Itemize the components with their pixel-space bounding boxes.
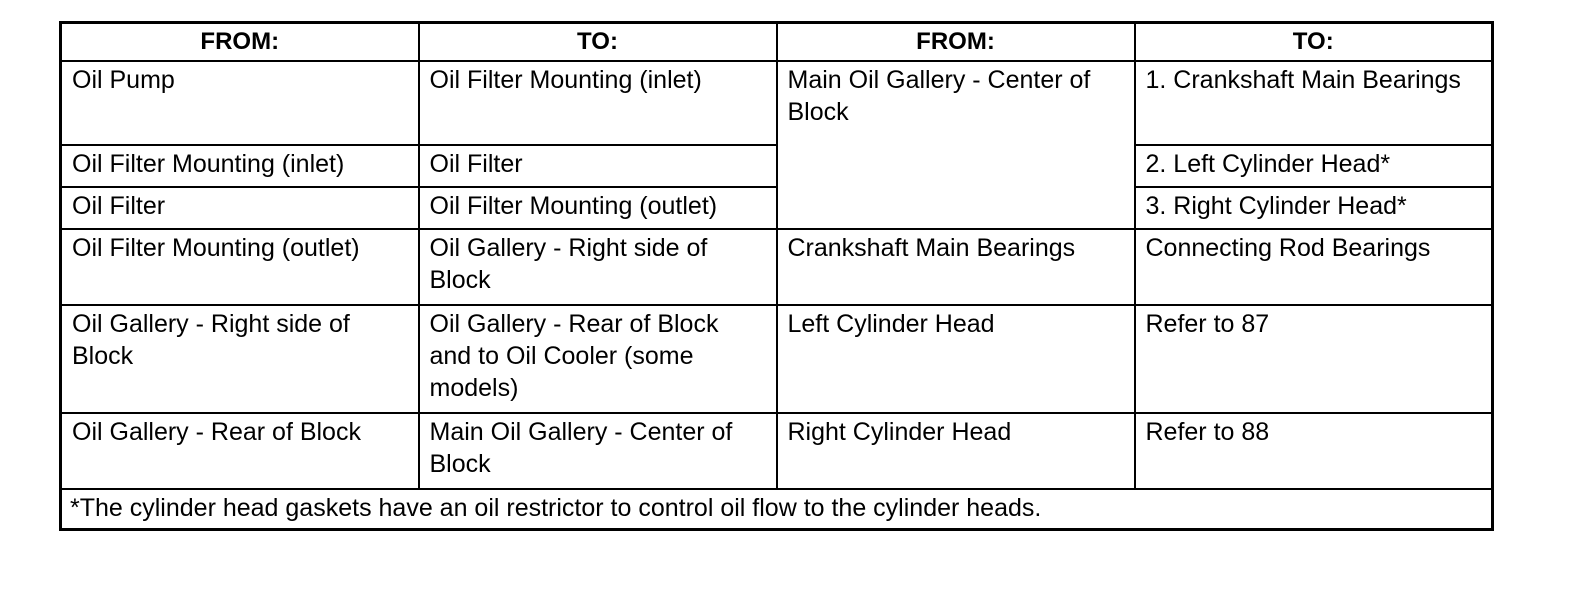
footnote-text: *The cylinder head gaskets have an oil restrictor to control oil flow to the cylinder heads. [61, 489, 1493, 530]
header-from-2: FROM: [777, 23, 1135, 62]
cell-from-1: Oil Filter [61, 187, 419, 229]
cell-from-2: Crankshaft Main Bearings [777, 229, 1135, 305]
cell-from-2: Right Cylinder Head [777, 413, 1135, 489]
cell-to-2: Refer to 87 [1135, 305, 1493, 413]
cell-from-1: Oil Gallery - Right side of Block [61, 305, 419, 413]
cell-to-1: Main Oil Gallery - Center of Block [419, 413, 777, 489]
table-header-row [61, 23, 1493, 62]
table-row [61, 305, 1493, 413]
table-row [61, 413, 1493, 489]
cell-from-1: Oil Filter Mounting (outlet) [61, 229, 419, 305]
table-row [61, 61, 1493, 145]
cell-to-1: Oil Gallery - Rear of Block and to Oil Cooler (some models) [419, 305, 777, 413]
oil-flow-table [59, 21, 1494, 531]
table-row [61, 229, 1493, 305]
cell-to-1: Oil Filter Mounting (inlet) [419, 61, 777, 145]
footnote-row [61, 489, 1493, 530]
cell-from-1: Oil Gallery - Rear of Block [61, 413, 419, 489]
header-to-1: TO: [419, 23, 777, 62]
cell-from-1: Oil Filter Mounting (inlet) [61, 145, 419, 187]
cell-to-2: 1. Crankshaft Main Bearings [1135, 61, 1493, 145]
cell-to-2: 3. Right Cylinder Head* [1135, 187, 1493, 229]
cell-from-1: Oil Pump [61, 61, 419, 145]
cell-to-2: 2. Left Cylinder Head* [1135, 145, 1493, 187]
header-from-1: FROM: [61, 23, 419, 62]
cell-to-1: Oil Filter Mounting (outlet) [419, 187, 777, 229]
cell-from-2: Left Cylinder Head [777, 305, 1135, 413]
cell-to-2: Connecting Rod Bearings [1135, 229, 1493, 305]
cell-to-2: Refer to 88 [1135, 413, 1493, 489]
cell-from-2: Main Oil Gallery - Center of Block [777, 61, 1135, 229]
header-to-2: TO: [1135, 23, 1493, 62]
cell-to-1: Oil Gallery - Right side of Block [419, 229, 777, 305]
cell-to-1: Oil Filter [419, 145, 777, 187]
